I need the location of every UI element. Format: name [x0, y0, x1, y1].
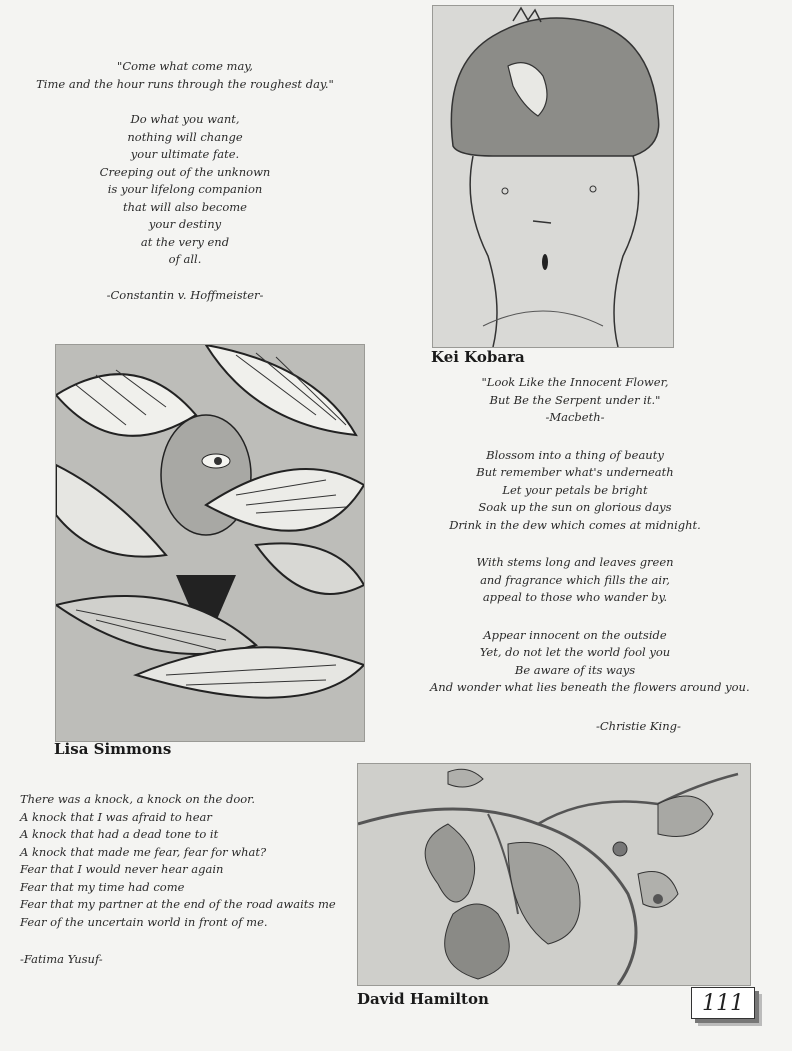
artist-caption: David Hamilton	[357, 990, 489, 1008]
poem-line: is your lifelong companion	[107, 182, 263, 196]
artwork-leaves-simmons	[55, 344, 365, 742]
poem-line: With stems long and leaves green	[476, 555, 674, 569]
poem-yusuf	[20, 791, 340, 969]
leaves-drawing	[56, 345, 364, 741]
branch-drawing	[358, 764, 750, 985]
poem-line: "Come what come may,	[117, 59, 253, 73]
poem-line: Drink in the dew which comes at midnight.	[449, 517, 701, 532]
poem-line: Blossom into a thing of beauty	[486, 447, 664, 462]
portrait-drawing	[433, 6, 673, 347]
poem-line: A knock that had a dead tone to it	[20, 827, 219, 841]
poem-line: -Macbeth-	[545, 410, 605, 424]
poem-line: of all.	[168, 252, 202, 266]
poem-line: your destiny	[148, 217, 222, 231]
artist-caption: Lisa Simmons	[54, 740, 172, 758]
poem-line: "Look Like the Innocent Flower,	[481, 375, 669, 389]
poem-line: And wonder what lies beneath the flowers around you.	[430, 680, 750, 694]
poem-line: But remember what's underneath	[476, 465, 674, 479]
poem-author: -Christie King-	[596, 719, 681, 733]
poem-line: A knock that made me fear, fear for what?	[20, 844, 267, 859]
artwork-branch-hamilton	[357, 763, 751, 986]
poem-king	[430, 374, 750, 697]
poem-line: Appear innocent on the outside	[483, 627, 667, 642]
poem-line: There was a knock, a knock on the door.	[20, 792, 256, 806]
artist-caption: Kei Kobara	[431, 348, 525, 366]
poem-line: Time and the hour runs through the roughest day."	[36, 76, 334, 91]
poem-line: Let your petals be bright	[502, 482, 648, 497]
poem-line: Fear that I would never hear again	[20, 862, 224, 876]
page-number: 111	[691, 987, 755, 1019]
poem-hoffmeister	[20, 58, 350, 304]
poem-line: that will also become	[123, 199, 247, 214]
poem-author: -Fatima Yusuf-	[20, 952, 103, 966]
poem-author: -Constantin v. Hoffmeister-	[106, 287, 264, 302]
poem-line: Soak up the sun on glorious days	[478, 500, 672, 514]
poem-line: Creeping out of the unknown	[99, 164, 271, 179]
poem-line: appeal to those who wander by.	[482, 590, 668, 604]
poem-line: A knock that I was afraid to hear	[20, 809, 212, 824]
artwork-portrait-kobara	[432, 5, 674, 348]
poem-line: But Be the Serpent under it."	[489, 392, 661, 407]
poem-line: Fear of the uncertain world in front of me.	[20, 914, 268, 929]
poem-line: Be aware of its ways	[514, 662, 636, 677]
poem-line: Yet, do not let the world fool you	[479, 645, 671, 659]
poem-line: and fragrance which fills the air,	[480, 572, 670, 587]
poem-line: at the very end	[140, 234, 230, 249]
poem-line: your ultimate fate.	[130, 147, 240, 161]
poem-line: nothing will change	[127, 129, 243, 144]
poem-line: Fear that my time had come	[20, 879, 185, 894]
poem-line: Do what you want,	[130, 112, 240, 126]
poem-line: Fear that my partner at the end of the road awaits me	[20, 897, 336, 911]
